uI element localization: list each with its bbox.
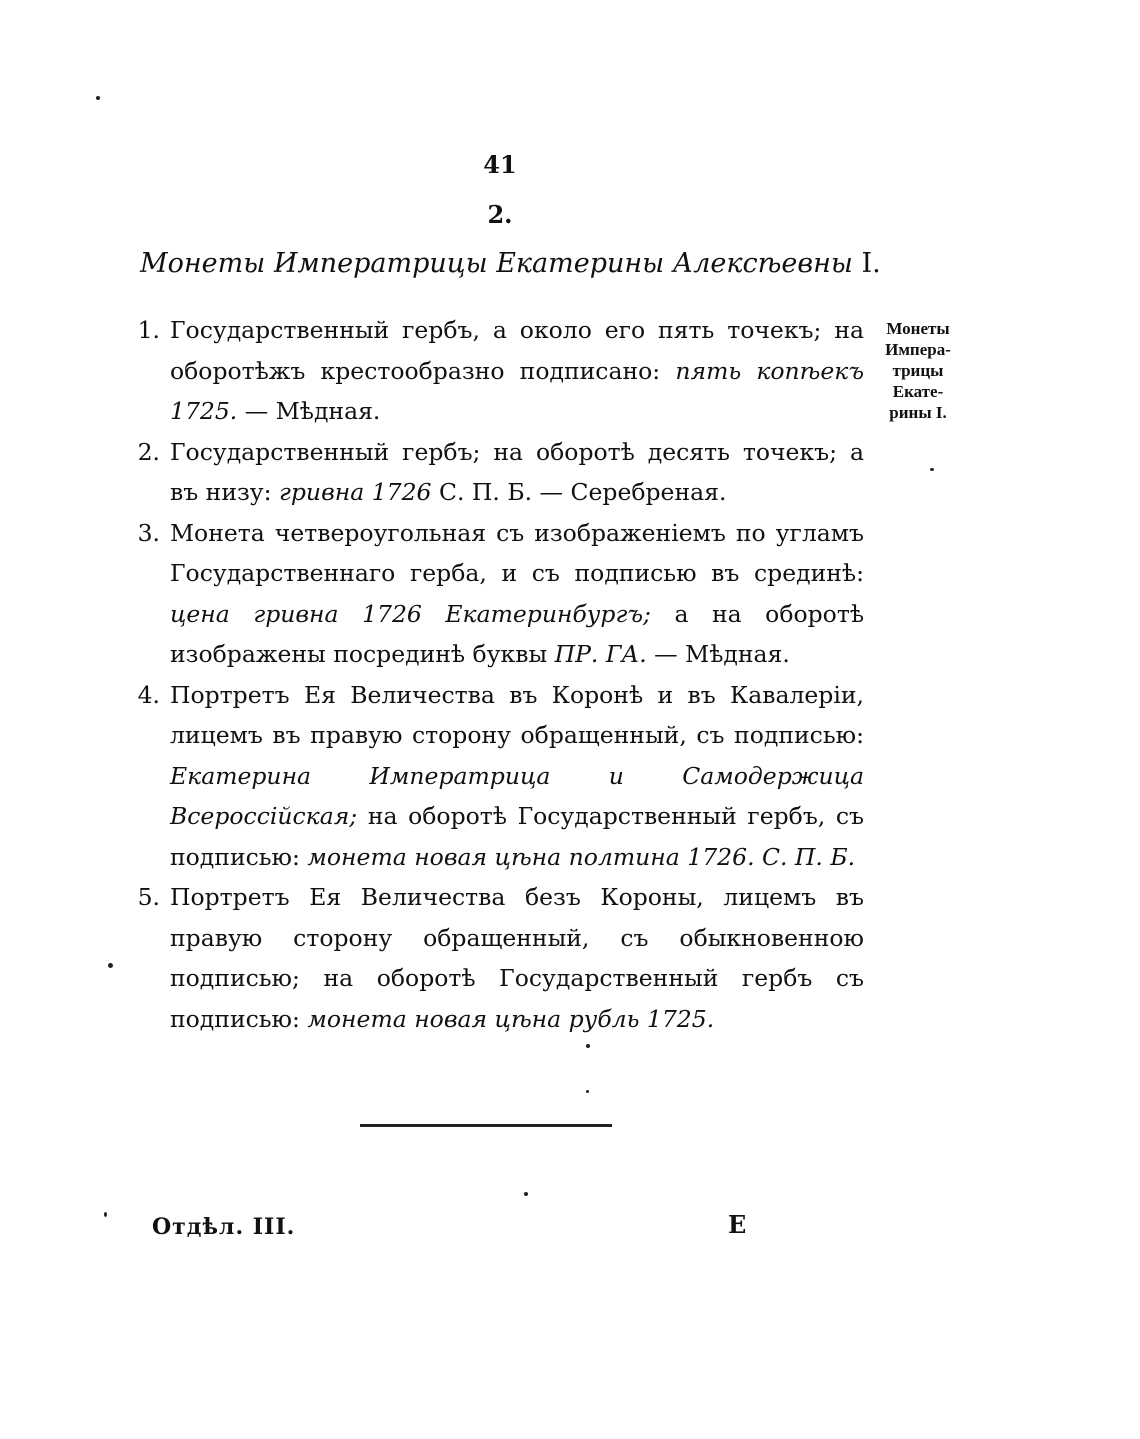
entry-inscription: монета новая цѣна рубль 1725. xyxy=(307,1004,715,1033)
entry-text: Государственный гербъ, а около его пять точекъ; на оборотѣжъ крестообразно подписано: xyxy=(170,316,864,385)
sidenote-line: Екате- xyxy=(892,382,944,401)
sidenote-line: трицы xyxy=(892,361,944,380)
section-title-roman: I. xyxy=(861,248,881,279)
scan-speck xyxy=(586,1090,589,1093)
sidenote-line: Монеты xyxy=(886,319,950,338)
list-item xyxy=(112,675,864,878)
footer-signature-mark: Е xyxy=(728,1210,747,1239)
section-end-rule xyxy=(360,1124,612,1127)
entry-text: на оборотѣ Государственный гербъ, съ подписью: xyxy=(170,802,864,871)
entry-inscription: цена гривна 1726 Екатеринбургъ; xyxy=(170,599,651,628)
entry-inscription: Екатерина Императрица и Самодержица Всероссійская; xyxy=(170,761,864,830)
scan-speck xyxy=(930,468,934,471)
entry-text: а на оборотѣ изображены посрединѣ буквы xyxy=(170,599,864,668)
sidenote-line: рины I. xyxy=(889,403,947,422)
entry-inscription: монета новая цѣна полтина 1726. С. П. Б. xyxy=(307,842,856,871)
entry-text: Государственный гербъ; на оборотѣ десять точекъ; а въ низу: xyxy=(170,437,864,506)
entry-text: — Мѣдная. xyxy=(237,397,381,425)
entry-number: 4. xyxy=(137,680,160,709)
list-item xyxy=(112,310,864,432)
scan-speck xyxy=(108,963,113,968)
entry-text: — Мѣдная. xyxy=(646,640,790,668)
list-item xyxy=(112,432,864,513)
footer-section-label: Отдѣл. III. xyxy=(152,1214,296,1240)
entry-number: 1. xyxy=(137,316,160,344)
entry-inscription: гривна 1726 xyxy=(279,478,432,506)
entry-number: 5. xyxy=(137,883,160,911)
entry-text: Монета четвероугольная съ изображеніемъ по угламъ Государственнаго герба, и съ подписью въ срединѣ: xyxy=(170,518,864,587)
scan-speck xyxy=(524,1192,528,1196)
entry-inscription: ПР. ГА. xyxy=(554,640,647,668)
sidenote-line: Импера- xyxy=(885,340,951,359)
entry-number: 2. xyxy=(137,437,160,466)
scan-speck xyxy=(104,1212,107,1217)
entry-inscription: пять копѣекъ 1725. xyxy=(170,356,864,425)
section-title-text: Монеты Императрицы Екатерины Алексѣевны xyxy=(140,248,853,279)
entry-text: С. П. Б. — Серебреная. xyxy=(431,478,727,506)
list-item xyxy=(112,513,864,675)
entries-list xyxy=(112,310,864,1039)
section-number: 2. xyxy=(487,200,513,229)
entry-number: 3. xyxy=(137,518,160,547)
section-title xyxy=(140,248,881,279)
page-number: 41 xyxy=(483,150,517,179)
entry-text: Портретъ Ея Величества безъ Короны, лицемъ въ правую сторону обращенный, съ обыкновенною подписью; на оборотѣ Государственный гербъ съ подписью: xyxy=(170,883,864,1033)
entry-text: Портретъ Ея Величества въ Коронѣ и въ Кавалеріи, лицемъ въ правую сторону обращенный, съ подписью: xyxy=(170,680,864,749)
sidenote xyxy=(868,318,968,423)
scan-speck xyxy=(96,96,100,100)
scan-speck xyxy=(586,1044,590,1048)
list-item xyxy=(112,877,864,1039)
